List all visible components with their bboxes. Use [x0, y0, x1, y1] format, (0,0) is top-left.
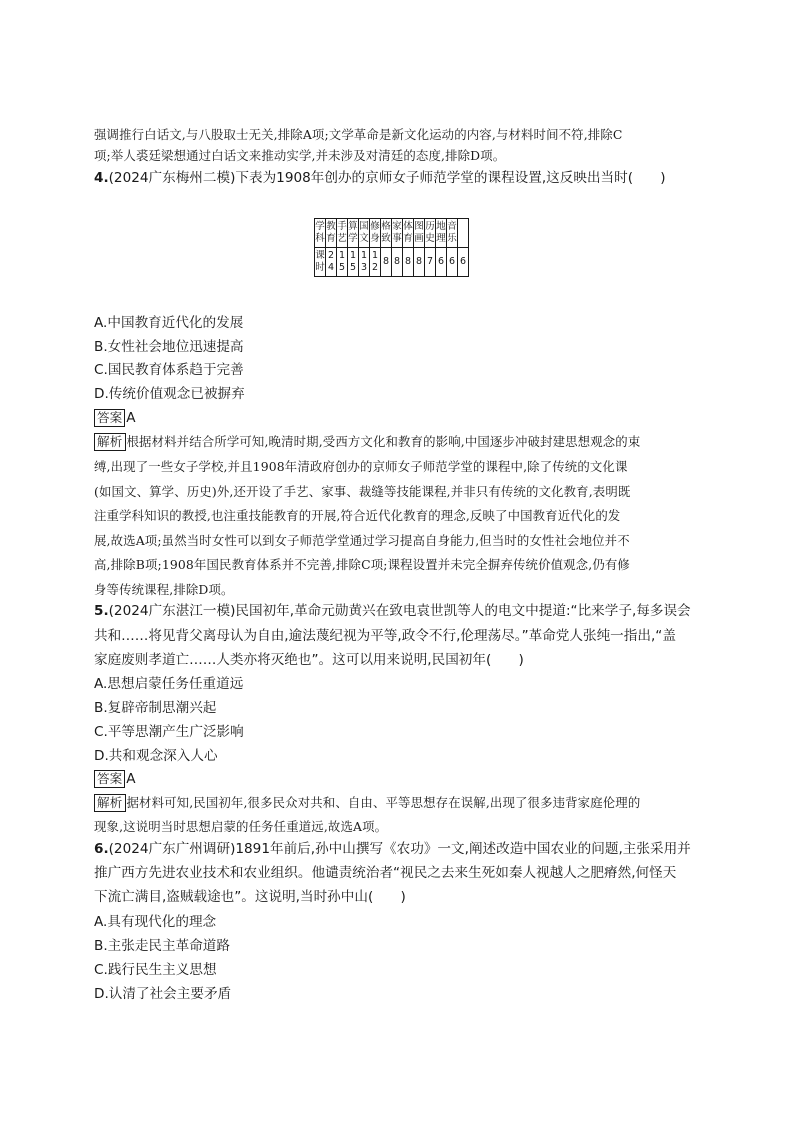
q5-option-a: A.思想启蒙任务任重道远 [94, 676, 244, 692]
subject-cell: 体 育 [403, 219, 414, 248]
answer-label: 答案 [94, 409, 125, 427]
q5-option-d: D.共和观念深入人心 [94, 748, 218, 764]
hours-cell: 8 [414, 248, 425, 277]
q4-analysis-line: 展,故选A项;虽然当时女性可以到女子师范学堂通过学习提高自身能力,但当时的女性社会地位并不 [94, 533, 630, 548]
question-5-stem: 5.(2024广东湛江一模)民国初年,革命元勋黄兴在致电袁世凯等人的电文中提道:“比来学子,每多误会 [94, 603, 691, 619]
analysis-label: 解析 [94, 433, 126, 451]
hours-cell: 1 2 [370, 248, 381, 277]
subject-cell: 算 学 [348, 219, 359, 248]
hours-cell: 6 [436, 248, 447, 277]
analysis-label: 解析 [94, 794, 126, 812]
answer-value: A [126, 771, 136, 787]
subject-row [315, 219, 469, 248]
q5-analysis-line: 解析 据材料可知,民国初年,很多民众对共和、自由、平等思想存在误解,出现了很多违背家庭伦理的 [94, 793, 640, 813]
subject-cell: 家 事 [392, 219, 403, 248]
q4-option-b: B.女性社会地位迅速提高 [94, 339, 244, 355]
question-6-stem: 6.(2024广东广州调研)1891年前后,孙中山撰写《农功》一文,阐述改造中国农业的问题,主张采用并 [94, 841, 691, 857]
q4-analysis-line: 高,排除B项;1908年国民教育体系并不完善,排除C项;课程设置并未完全摒弃传统价值观念,仍有修 [94, 557, 630, 572]
hours-cell: 6 [447, 248, 458, 277]
question-5-stem-line: 家庭废则孝道亡……人类亦将灭绝也”。这可以用来说明,民国初年( ) [94, 652, 524, 668]
question-4-stem [94, 167, 666, 190]
subject-cell: 国 文 [359, 219, 370, 248]
hours-row [315, 248, 469, 277]
hours-cell: 1 5 [348, 248, 359, 277]
subject-cell: 手 艺 [337, 219, 348, 248]
question-4-number: 4. [94, 170, 109, 186]
subject-cell: 图 画 [414, 219, 425, 248]
q4-analysis-line: 身等传统课程,排除D项。 [94, 582, 234, 597]
question-4-text: (2024广东梅州二模)下表为1908年创办的京师女子师范学堂的课程设置,这反映出当时( ) [108, 170, 666, 186]
course-table [314, 218, 469, 277]
question-6-stem-line: 推广西方先进农业技术和农业组织。他谴责统治者“视民之去来生死如秦人视越人之肥瘠然,何怪天 [94, 865, 677, 881]
question-6-stem-line: 下流亡满目,盗贼载途也”。这说明,当时孙中山( ) [94, 889, 406, 905]
q6-option-d: D.认清了社会主要矛盾 [94, 986, 232, 1002]
question-5-stem-line: 共和……将见背父离母认为自由,逾法蔑纪视为平等,政令不行,伦理荡尽。”革命党人张纯一指出,“盖 [94, 628, 676, 644]
q6-option-a: A.具有现代化的理念 [94, 914, 217, 930]
q5-analysis-line: 现象,这说明当时思想启蒙的任务任重道远,故选A项。 [94, 819, 388, 834]
q4-option-c: C.国民教育体系趋于完善 [94, 362, 244, 378]
question-6-number: 6. [94, 841, 109, 857]
hours-header-cell: 课 时 [315, 248, 326, 277]
q5-option-c: C.平等思潮产生广泛影响 [94, 724, 244, 740]
subject-cell: 教 育 [326, 219, 337, 248]
q4-option-a: A.中国教育近代化的发展 [94, 315, 244, 331]
subject-cell: 格 致 [381, 219, 392, 248]
hours-cell: 6 [458, 248, 469, 277]
hours-cell: 8 [381, 248, 392, 277]
q4-analysis-line: 解析 根据材料并结合所学可知,晚清时期,受西方文化和教育的影响,中国逐步冲破封建思想观念的束 [94, 432, 640, 452]
q6-option-c: C.践行民生主义思想 [94, 962, 217, 978]
hours-cell: 1 5 [337, 248, 348, 277]
q4-answer [94, 407, 136, 429]
q4-analysis-line: 缚,出现了一些女子学校,并且1908年清政府创办的京师女子师范学堂的课程中,除了传统的文化课 [94, 459, 628, 474]
answer-label: 答案 [94, 770, 125, 788]
question-5-number: 5. [94, 603, 109, 619]
hours-cell: 8 [392, 248, 403, 277]
hours-cell: 7 [425, 248, 436, 277]
q4-analysis-line: (如国文、算学、历史)外,还开设了手艺、家事、裁缝等技能课程,并非只有传统的文化教育,表明既 [94, 484, 631, 499]
subject-cell: 历 史 [425, 219, 436, 248]
subject-cell: 修 身 [370, 219, 381, 248]
prev-explanation-line: 强调推行白话文,与八股取士无关,排除A项;文学革命是新文化运动的内容,与材料时间不符,排除C [94, 127, 623, 142]
hours-cell: 2 4 [326, 248, 337, 277]
hours-cell: 1 3 [359, 248, 370, 277]
q5-option-b: B.复辟帝制思潮兴起 [94, 700, 217, 716]
q5-answer [94, 768, 136, 790]
hours-cell: 8 [403, 248, 414, 277]
subject-cell: 音 乐 [447, 219, 458, 248]
answer-value: A [126, 410, 136, 426]
subject-header-cell: 学 科 [315, 219, 326, 248]
q4-option-d: D.传统价值观念已被摒弃 [94, 386, 245, 402]
subject-cell-empty [458, 219, 469, 248]
prev-explanation-line: 项;举人裘廷梁想通过白话文来推动实学,并未涉及对清廷的态度,排除D项。 [94, 148, 506, 163]
q4-analysis-line: 注重学科知识的教授,也注重技能教育的开展,符合近代化教育的理念,反映了中国教育近代化的发 [94, 508, 621, 523]
q6-option-b: B.主张走民主革命道路 [94, 938, 230, 954]
subject-cell: 地 理 [436, 219, 447, 248]
